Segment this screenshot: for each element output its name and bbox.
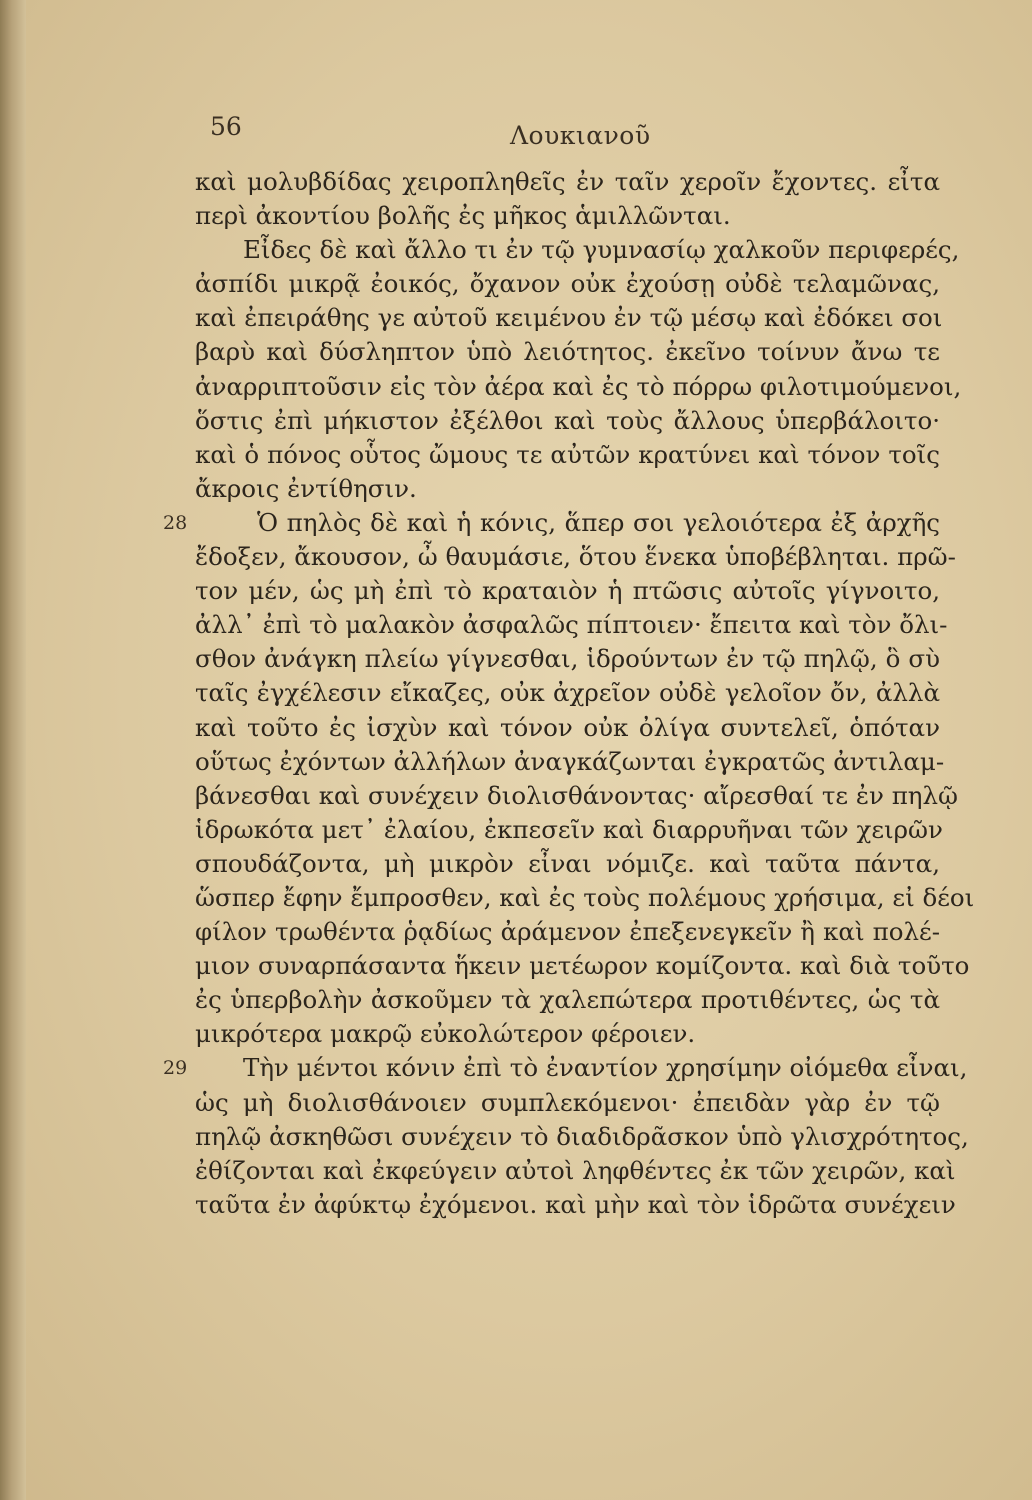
- section-number: 28: [163, 511, 188, 534]
- text-line: ἀσπίδι μικρᾷ ἐοικός, ὄχανον οὐκ ἐχούσῃ οὐδὲ τελαμῶνας,: [195, 269, 940, 299]
- text-line: βαρὺ καὶ δύσληπτον ὑπὸ λειότητος. ἐκεῖνο τοίνυν ἄνω τε: [195, 337, 940, 367]
- text-line: ἔδοξεν, ἄκουσον, ὦ θαυμάσιε, ὅτου ἕνεκα ὑποβέβληται. πρῶ-: [195, 542, 956, 572]
- text-line-content: Ὁ πηλὸς δὲ καὶ ἡ κόνις, ἅπερ σοι γελοιότερα ἐξ ἀρχῆς: [257, 507, 940, 537]
- text-line: καὶ ὁ πόνος οὗτος ὤμους τε αὐτῶν κρατύνει καὶ τόνον τοῖς: [195, 439, 940, 469]
- text-line: ἐς ὑπερβολὴν ἀσκοῦμεν τὰ χαλεπώτερα προτιθέντες, ὡς τὰ: [195, 985, 940, 1015]
- body-text: [163, 165, 975, 1222]
- text-line: ὅστις ἐπὶ μήκιστον ἐξέλθοι καὶ τοὺς ἄλλους ὑπερβάλοιτο·: [195, 405, 940, 435]
- text-line: ταῖς ἐγχέλεσιν εἴκαζες, οὐκ ἀχρεῖον οὐδὲ γελοῖον ὄν, ἀλλὰ: [195, 678, 940, 708]
- text-line: καὶ ἐπειράθης γε αὐτοῦ κειμένου ἐν τῷ μέσῳ καὶ ἐδόκει σοι: [195, 303, 943, 333]
- page-number: 56: [210, 112, 242, 141]
- text-line: μικρότερα μακρῷ εὐκολώτερον φέροιεν.: [195, 1019, 696, 1049]
- text-line: ἀναρριπτοῦσιν εἰς τὸν ἀέρα καὶ ἐς τὸ πόρρω φιλοτιμούμενοι,: [195, 371, 962, 401]
- text-line: περὶ ἀκοντίου βολῆς ἐς μῆκος ἁμιλλῶνται.: [195, 201, 731, 231]
- text-line: [163, 506, 940, 540]
- text-line: σπουδάζοντα, μὴ μικρὸν εἶναι νόμιζε. καὶ ταῦτα πάντα,: [195, 848, 940, 878]
- text-line: ὡς μὴ διολισθάνοιεν συμπλεκόμενοι· ἐπειδὰν γὰρ ἐν τῷ: [195, 1087, 940, 1117]
- text-line: πηλῷ ἀσκηθῶσι συνέχειν τὸ διαδιδρᾶσκον ὑπὸ γλισχρότητος,: [195, 1121, 969, 1151]
- text-line: ἐθίζονται καὶ ἐκφεύγειν αὐτοὶ ληφθέντες ἐκ τῶν χειρῶν, καὶ: [195, 1155, 956, 1185]
- page-binding-edge: [0, 0, 26, 1500]
- text-line: οὕτως ἐχόντων ἀλλήλων ἀναγκάζωνται ἐγκρατῶς ἀντιλαμ-: [195, 746, 945, 776]
- text-line-content: Τὴν μέντοι κόνιν ἐπὶ τὸ ἐναντίον χρησίμην οἰόμεθα εἶναι,: [243, 1053, 968, 1083]
- text-line: τον μέν, ὡς μὴ ἐπὶ τὸ κραταιὸν ἡ πτῶσις αὐτοῖς γίγνοιτο,: [195, 576, 940, 606]
- text-line: καὶ μολυβδίδας χειροπληθεῖς ἐν ταῖν χεροῖν ἔχοντες. εἶτα: [195, 167, 940, 196]
- text-line: ἱδρωκότα μετ᾽ ἐλαίου, ἐκπεσεῖν καὶ διαρρυῆναι τῶν χειρῶν: [195, 814, 943, 844]
- text-line: σθον ἀνάγκη πλείω γίγνεσθαι, ἱδρούντων ἐν τῷ πηλῷ, ὃ σὺ: [195, 644, 940, 674]
- text-line: φίλον τρωθέντα ῥᾳδίως ἀράμενον ἐπεξενεγκεῖν ἢ καὶ πολέ-: [195, 917, 940, 947]
- text-line: Εἶδες δὲ καὶ ἄλλο τι ἐν τῷ γυμνασίῳ χαλκοῦν περιφερές,: [243, 235, 960, 265]
- text-line: βάνεσθαι καὶ συνέχειν διολισθάνοντας· αἴρεσθαί τε ἐν πηλῷ: [195, 780, 958, 810]
- text-line: ἄκροις ἐντίθησιν.: [195, 473, 417, 503]
- text-line: μιον συναρπάσαντα ἥκειν μετέωρον κομίζοντα. καὶ διὰ τοῦτο: [195, 951, 970, 981]
- text-line: [163, 1051, 968, 1085]
- text-line: καὶ τοῦτο ἐς ἰσχὺν καὶ τόνον οὐκ ὀλίγα συντελεῖ, ὁπόταν: [195, 712, 940, 742]
- running-title: Λουκιανοῦ: [510, 121, 651, 150]
- text-line: ὥσπερ ἔφην ἔμπροσθεν, καὶ ἐς τοὺς πολέμους χρήσιμα, εἰ δέοι: [195, 882, 975, 912]
- text-line: ἀλλ᾽ ἐπὶ τὸ μαλακὸν ἀσφαλῶς πίπτοιεν· ἔπειτα καὶ τὸν ὄλι-: [195, 610, 948, 640]
- section-number: 29: [163, 1057, 188, 1080]
- text-line: ταῦτα ἐν ἀφύκτῳ ἐχόμενοι. καὶ μὴν καὶ τὸν ἱδρῶτα συνέχειν: [195, 1189, 956, 1219]
